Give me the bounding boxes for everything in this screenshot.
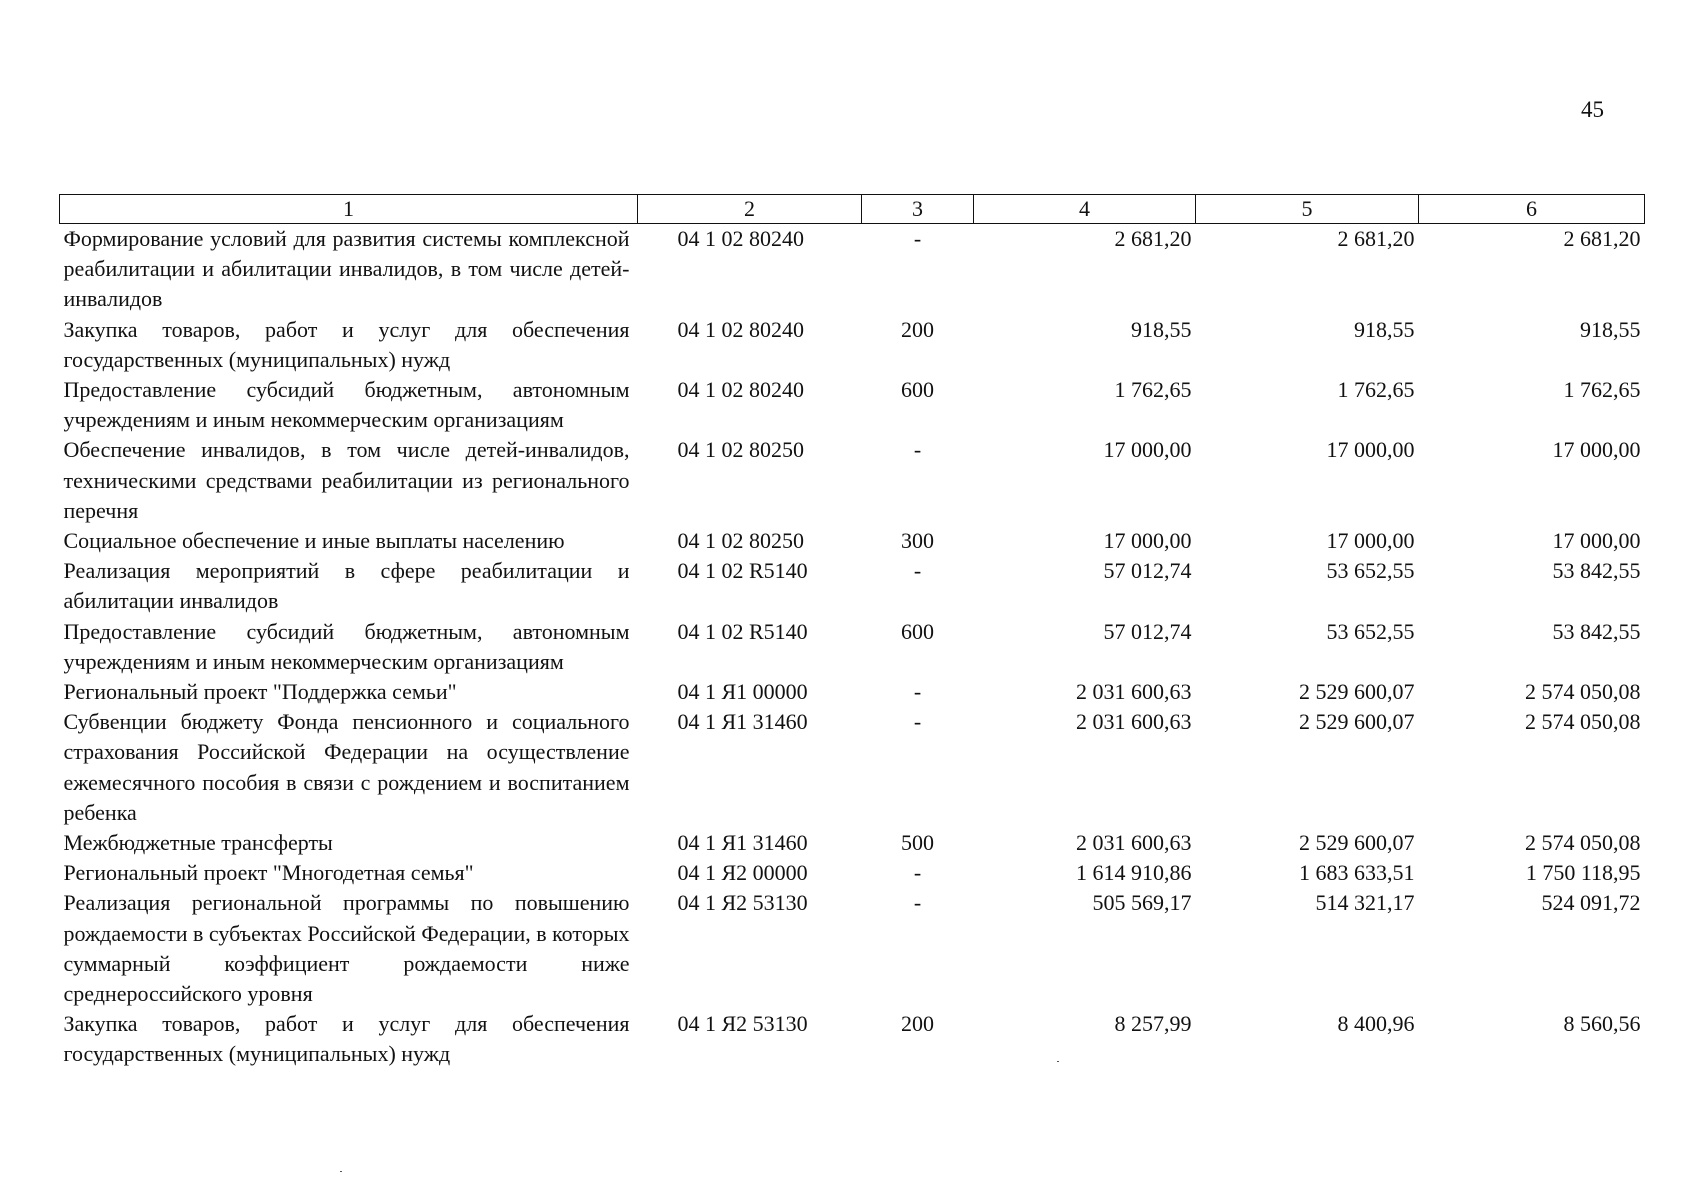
column-header-1: 1 [60, 195, 638, 224]
table-row [60, 707, 1645, 828]
expense-type-code: 600 [901, 377, 934, 403]
item-name: Предоставление субсидий бюджетным, автономным учреждениям и иным некоммерческим организациям [63, 377, 630, 433]
table-row [60, 315, 1645, 375]
expense-type-code: - [913, 709, 922, 735]
column-header-4: 4 [974, 195, 1196, 224]
expense-type-code: - [913, 860, 922, 886]
item-name: Обеспечение инвалидов, в том числе детей-инвалидов, техническими средствами реабилитации из регионального перечня [63, 437, 630, 523]
target-article-code: 04 1 02 80250 [677, 528, 804, 554]
amount-col-6: 1 750 118,95 [1525, 860, 1641, 886]
amount-col-6: 17 000,00 [1552, 437, 1641, 463]
column-header-2: 2 [638, 195, 862, 224]
expense-type-code: - [913, 890, 922, 916]
amount-col-4: 505 569,17 [1092, 890, 1192, 916]
expense-type-code: 500 [901, 830, 934, 856]
amount-col-5: 2 681,20 [1337, 226, 1415, 251]
amount-col-4: 17 000,00 [1103, 437, 1192, 463]
amount-col-5: 514 321,17 [1315, 890, 1415, 916]
column-header-5: 5 [1196, 195, 1419, 224]
amount-col-5: 8 400,96 [1337, 1011, 1415, 1037]
amount-col-4: 1 762,65 [1114, 377, 1192, 403]
expense-type-code: 200 [901, 316, 934, 342]
amount-col-6: 918,55 [1580, 316, 1641, 342]
table-row [60, 375, 1645, 435]
table-row [60, 526, 1645, 556]
amount-col-5: 1 762,65 [1337, 377, 1415, 403]
item-name: Региональный проект "Многодетная семья" [63, 860, 474, 886]
expense-type-code: 300 [901, 528, 934, 554]
item-name: Закупка товаров, работ и услуг для обеспечения государственных (муниципальных) нужд [63, 1011, 630, 1067]
table-row [60, 828, 1645, 858]
amount-col-4: 17 000,00 [1103, 528, 1192, 554]
target-article-code: 04 1 Я2 53130 [677, 1011, 808, 1037]
table-row [60, 617, 1645, 677]
amount-col-4: 8 257,99 [1114, 1011, 1192, 1037]
table-row [60, 858, 1645, 888]
amount-col-5: 17 000,00 [1326, 437, 1415, 463]
amount-col-4: 2 031 600,63 [1076, 830, 1192, 856]
table-row [60, 677, 1645, 707]
target-article-code: 04 1 Я2 00000 [677, 860, 808, 886]
table-body [60, 224, 1645, 1070]
amount-col-5: 2 529 600,07 [1299, 830, 1415, 856]
expense-type-code: 600 [901, 618, 934, 644]
expense-type-code: - [913, 558, 922, 584]
table-row [60, 1009, 1645, 1069]
table-row [60, 224, 1645, 315]
target-article-code: 04 1 02 R5140 [677, 618, 808, 644]
expense-type-code: - [913, 437, 922, 463]
table-row [60, 435, 1645, 526]
amount-col-4: 57 012,74 [1103, 618, 1192, 644]
amount-col-5: 2 529 600,07 [1299, 709, 1415, 735]
target-article-code: 04 1 Я1 31460 [677, 709, 808, 735]
item-name: Закупка товаров, работ и услуг для обеспечения государственных (муниципальных) нужд [63, 316, 630, 372]
amount-col-6: 2 574 050,08 [1525, 679, 1641, 705]
target-article-code: 04 1 Я1 31460 [677, 830, 808, 856]
target-article-code: 04 1 Я1 00000 [677, 679, 808, 705]
amount-col-4: 1 614 910,86 [1076, 860, 1192, 886]
item-name: Региональный проект "Поддержка семьи" [63, 679, 457, 705]
expense-type-code: - [913, 226, 922, 251]
amount-col-4: 2 031 600,63 [1076, 709, 1192, 735]
item-name: Межбюджетные трансферты [63, 830, 333, 856]
target-article-code: 04 1 Я2 53130 [677, 890, 808, 916]
amount-col-4: 2 681,20 [1114, 226, 1192, 251]
target-article-code: 04 1 02 80240 [677, 316, 804, 342]
amount-col-6: 53 842,55 [1552, 618, 1641, 644]
amount-col-4: 918,55 [1131, 316, 1192, 342]
item-name: Социальное обеспечение и иные выплаты населению [63, 528, 565, 554]
expense-type-code: - [913, 679, 922, 705]
header-row [60, 195, 1645, 224]
amount-col-5: 1 683 633,51 [1299, 860, 1415, 886]
table-row [60, 888, 1645, 1009]
amount-col-6: 8 560,56 [1563, 1011, 1641, 1037]
amount-col-6: 2 681,20 [1563, 226, 1641, 251]
table-row [60, 556, 1645, 616]
amount-col-6: 53 842,55 [1552, 558, 1641, 584]
item-name: Реализация мероприятий в сфере реабилитации и абилитации инвалидов [63, 558, 630, 614]
item-name: Субвенции бюджету Фонда пенсионного и социального страхования Российской Федерации на осуществление ежемесячного пособия в связи с рождением и воспитанием ребенка [63, 709, 630, 825]
target-article-code: 04 1 02 R5140 [677, 558, 808, 584]
item-name: Реализация региональной программы по повышению рождаемости в субъектах Российской Федерации, в которых суммарный коэффициент рождаемости ниже среднероссийского уровня [63, 890, 630, 1007]
amount-col-4: 57 012,74 [1103, 558, 1192, 584]
target-article-code: 04 1 02 80240 [677, 226, 804, 251]
page-number: 45 [1581, 97, 1604, 122]
scan-speck [340, 1171, 342, 1172]
target-article-code: 04 1 02 80240 [677, 377, 804, 403]
budget-table [59, 194, 1645, 1070]
column-header-6: 6 [1419, 195, 1645, 224]
amount-col-5: 53 652,55 [1326, 618, 1415, 644]
amount-col-5: 2 529 600,07 [1299, 679, 1415, 705]
amount-col-6: 17 000,00 [1552, 528, 1641, 554]
column-header-3: 3 [862, 195, 974, 224]
expense-type-code: 200 [901, 1011, 934, 1037]
amount-col-6: 1 762,65 [1563, 377, 1641, 403]
amount-col-4: 2 031 600,63 [1076, 679, 1192, 705]
amount-col-5: 17 000,00 [1326, 528, 1415, 554]
amount-col-5: 918,55 [1354, 316, 1415, 342]
amount-col-5: 53 652,55 [1326, 558, 1415, 584]
item-name: Формирование условий для развития системы комплексной реабилитации и абилитации инвалидов, в том числе детей-инвалидов [63, 226, 630, 312]
amount-col-6: 2 574 050,08 [1525, 709, 1641, 735]
scan-speck [1057, 1061, 1059, 1062]
amount-col-6: 524 091,72 [1541, 890, 1641, 916]
target-article-code: 04 1 02 80250 [677, 437, 804, 463]
item-name: Предоставление субсидий бюджетным, автономным учреждениям и иным некоммерческим организациям [63, 618, 630, 674]
amount-col-6: 2 574 050,08 [1525, 830, 1641, 856]
